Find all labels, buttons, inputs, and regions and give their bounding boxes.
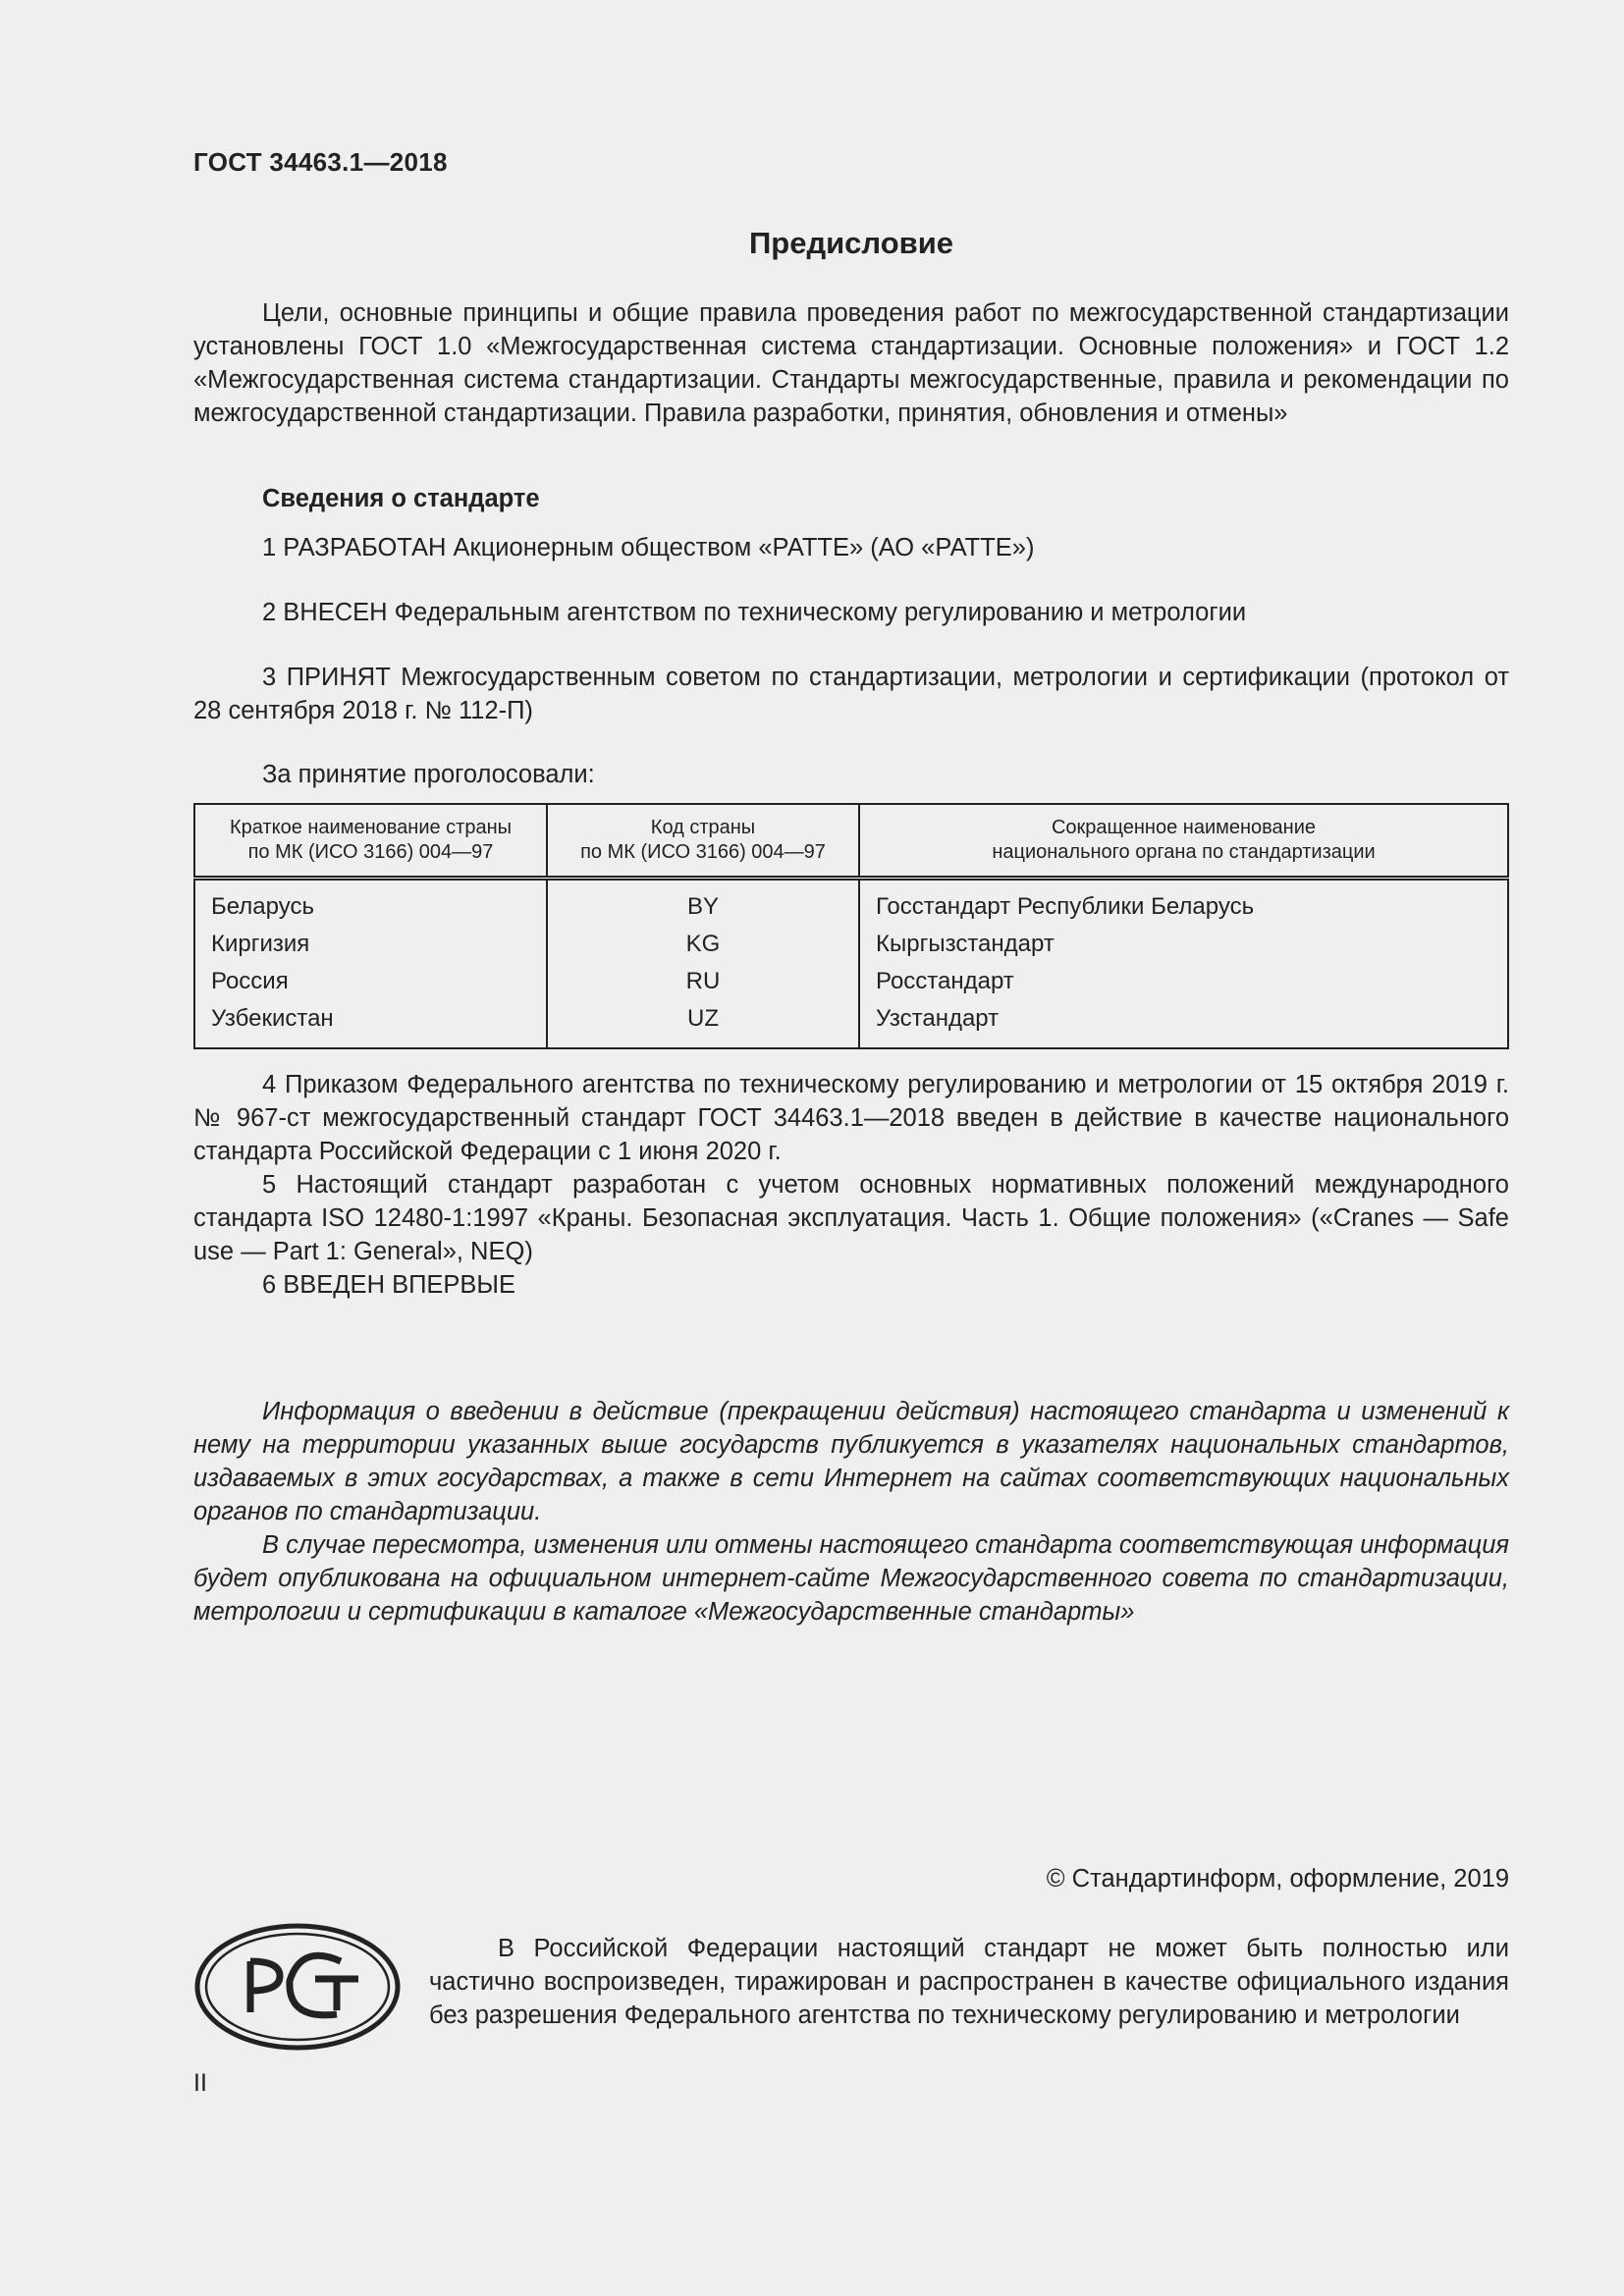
organ-cell: Кыргызстандарт xyxy=(876,931,1055,957)
item-3: 3 ПРИНЯТ Межгосударственным советом по стандартизации, метрологии и сертификации (протокол от 28 сентября 2018 г. № 112-П) xyxy=(193,664,1509,724)
page-number: II xyxy=(193,2069,207,2097)
item-5: 5 Настоящий стандарт разработан с учетом основных нормативных положений международного стандарта ISO 12480-1:1997 «Краны. Безопасная эксплуатация. Часть 1. Общие положения» («Cranes — Safe use — Part 1: General», NEQ) xyxy=(193,1171,1509,1265)
document-page xyxy=(193,0,1509,2296)
intro-paragraph: Цели, основные принципы и общие правила проведения работ по межгосударственной стандартизации установлены ГОСТ 1.0 «Межгосударственная система стандартизации. Основные положения» и ГОСТ 1.2 «Межгосударственная система стандартизации. Стандарты межгосударственные, правила и рекомендации по межгосударственной стандартизации. Правила разработки, принятия, обновления и отмены» xyxy=(193,299,1509,427)
section-heading: Сведения о стандарте xyxy=(262,485,540,512)
info-paragraph-2: В случае пересмотра, изменения или отмены настоящего стандарта соответствующая информация будет опубликована на официальном интернет-сайте Межгосударственного совета по стандартизации, метрологии и сертификации в каталоге «Межгосударственные стандарты» xyxy=(193,1531,1509,1626)
voted-label: За принятие проголосовали: xyxy=(262,761,595,788)
table-header-row xyxy=(194,804,1508,879)
gost-r-logo-icon xyxy=(193,1922,402,2052)
organ-cell: Узстандарт xyxy=(876,1005,1000,1032)
item-2: 2 ВНЕСЕН Федеральным агентством по техническому регулированию и метрологии xyxy=(262,599,1247,626)
country-cell: Узбекистан xyxy=(194,1000,547,1048)
table-row xyxy=(194,926,1508,963)
country-cell: Россия xyxy=(194,963,547,1000)
voted-block xyxy=(193,758,1509,791)
code-cell: RU xyxy=(547,963,859,1000)
document-number: ГОСТ 34463.1—2018 xyxy=(193,147,448,177)
item-6: 6 ВВЕДЕН ВПЕРВЫЕ xyxy=(262,1271,516,1299)
item-3-block xyxy=(193,661,1509,727)
header-organ: Сокращенное наименование национального органа по стандартизации xyxy=(859,804,1508,879)
organ-cell: Госстандарт Республики Беларусь xyxy=(876,893,1255,920)
copyright-line: © Стандартинформ, оформление, 2019 xyxy=(1046,1865,1509,1893)
country-cell: Беларусь xyxy=(194,879,547,927)
item-2-block xyxy=(193,596,1509,629)
items-4-6-block xyxy=(193,1068,1509,1302)
code-cell: BY xyxy=(547,879,859,927)
table-row xyxy=(194,1000,1508,1048)
intro-block xyxy=(193,296,1509,430)
item-1-block xyxy=(193,531,1509,564)
section-heading-block xyxy=(193,482,1509,515)
rights-text: В Российской Федерации настоящий стандарт не может быть полностью или частично воспроизведен, тиражирован и распространен в качестве официального издания без разрешения Федерального агентства по техническому регулированию и метрологии xyxy=(429,1935,1509,2029)
organ-cell: Росстандарт xyxy=(876,968,1014,994)
code-cell: KG xyxy=(547,926,859,963)
code-cell: UZ xyxy=(547,1000,859,1048)
item-1: 1 РАЗРАБОТАН Акционерным обществом «РАТТЕ» (АО «РАТТЕ») xyxy=(262,534,1035,561)
header-country: Краткое наименование страны по МК (ИСО 3166) 004—97 xyxy=(194,804,547,879)
table-row xyxy=(194,879,1508,927)
item-4: 4 Приказом Федерального агентства по техническому регулированию и метрологии от 15 октября 2019 г. № 967-ст межгосударственный стандарт ГОСТ 34463.1—2018 введен в действие в качестве национального стандарта Российской Федерации с 1 июня 2020 г. xyxy=(193,1071,1509,1165)
country-cell: Киргизия xyxy=(194,926,547,963)
info-paragraph-1: Информация о введении в действие (прекращении действия) настоящего стандарта и изменений к нему на территории указанных выше государств публикуется в указателях национальных стандартов, издаваемых в этих государствах, а также в сети Интернет на сайтах соответствующих национальных органов по стандартизации. xyxy=(193,1398,1509,1525)
info-block xyxy=(193,1395,1509,1629)
page-title: Предисловие xyxy=(748,226,953,260)
table-row xyxy=(194,963,1508,1000)
rights-block xyxy=(429,1932,1509,2032)
voting-table xyxy=(193,803,1509,1049)
header-code: Код страны по МК (ИСО 3166) 004—97 xyxy=(547,804,859,879)
